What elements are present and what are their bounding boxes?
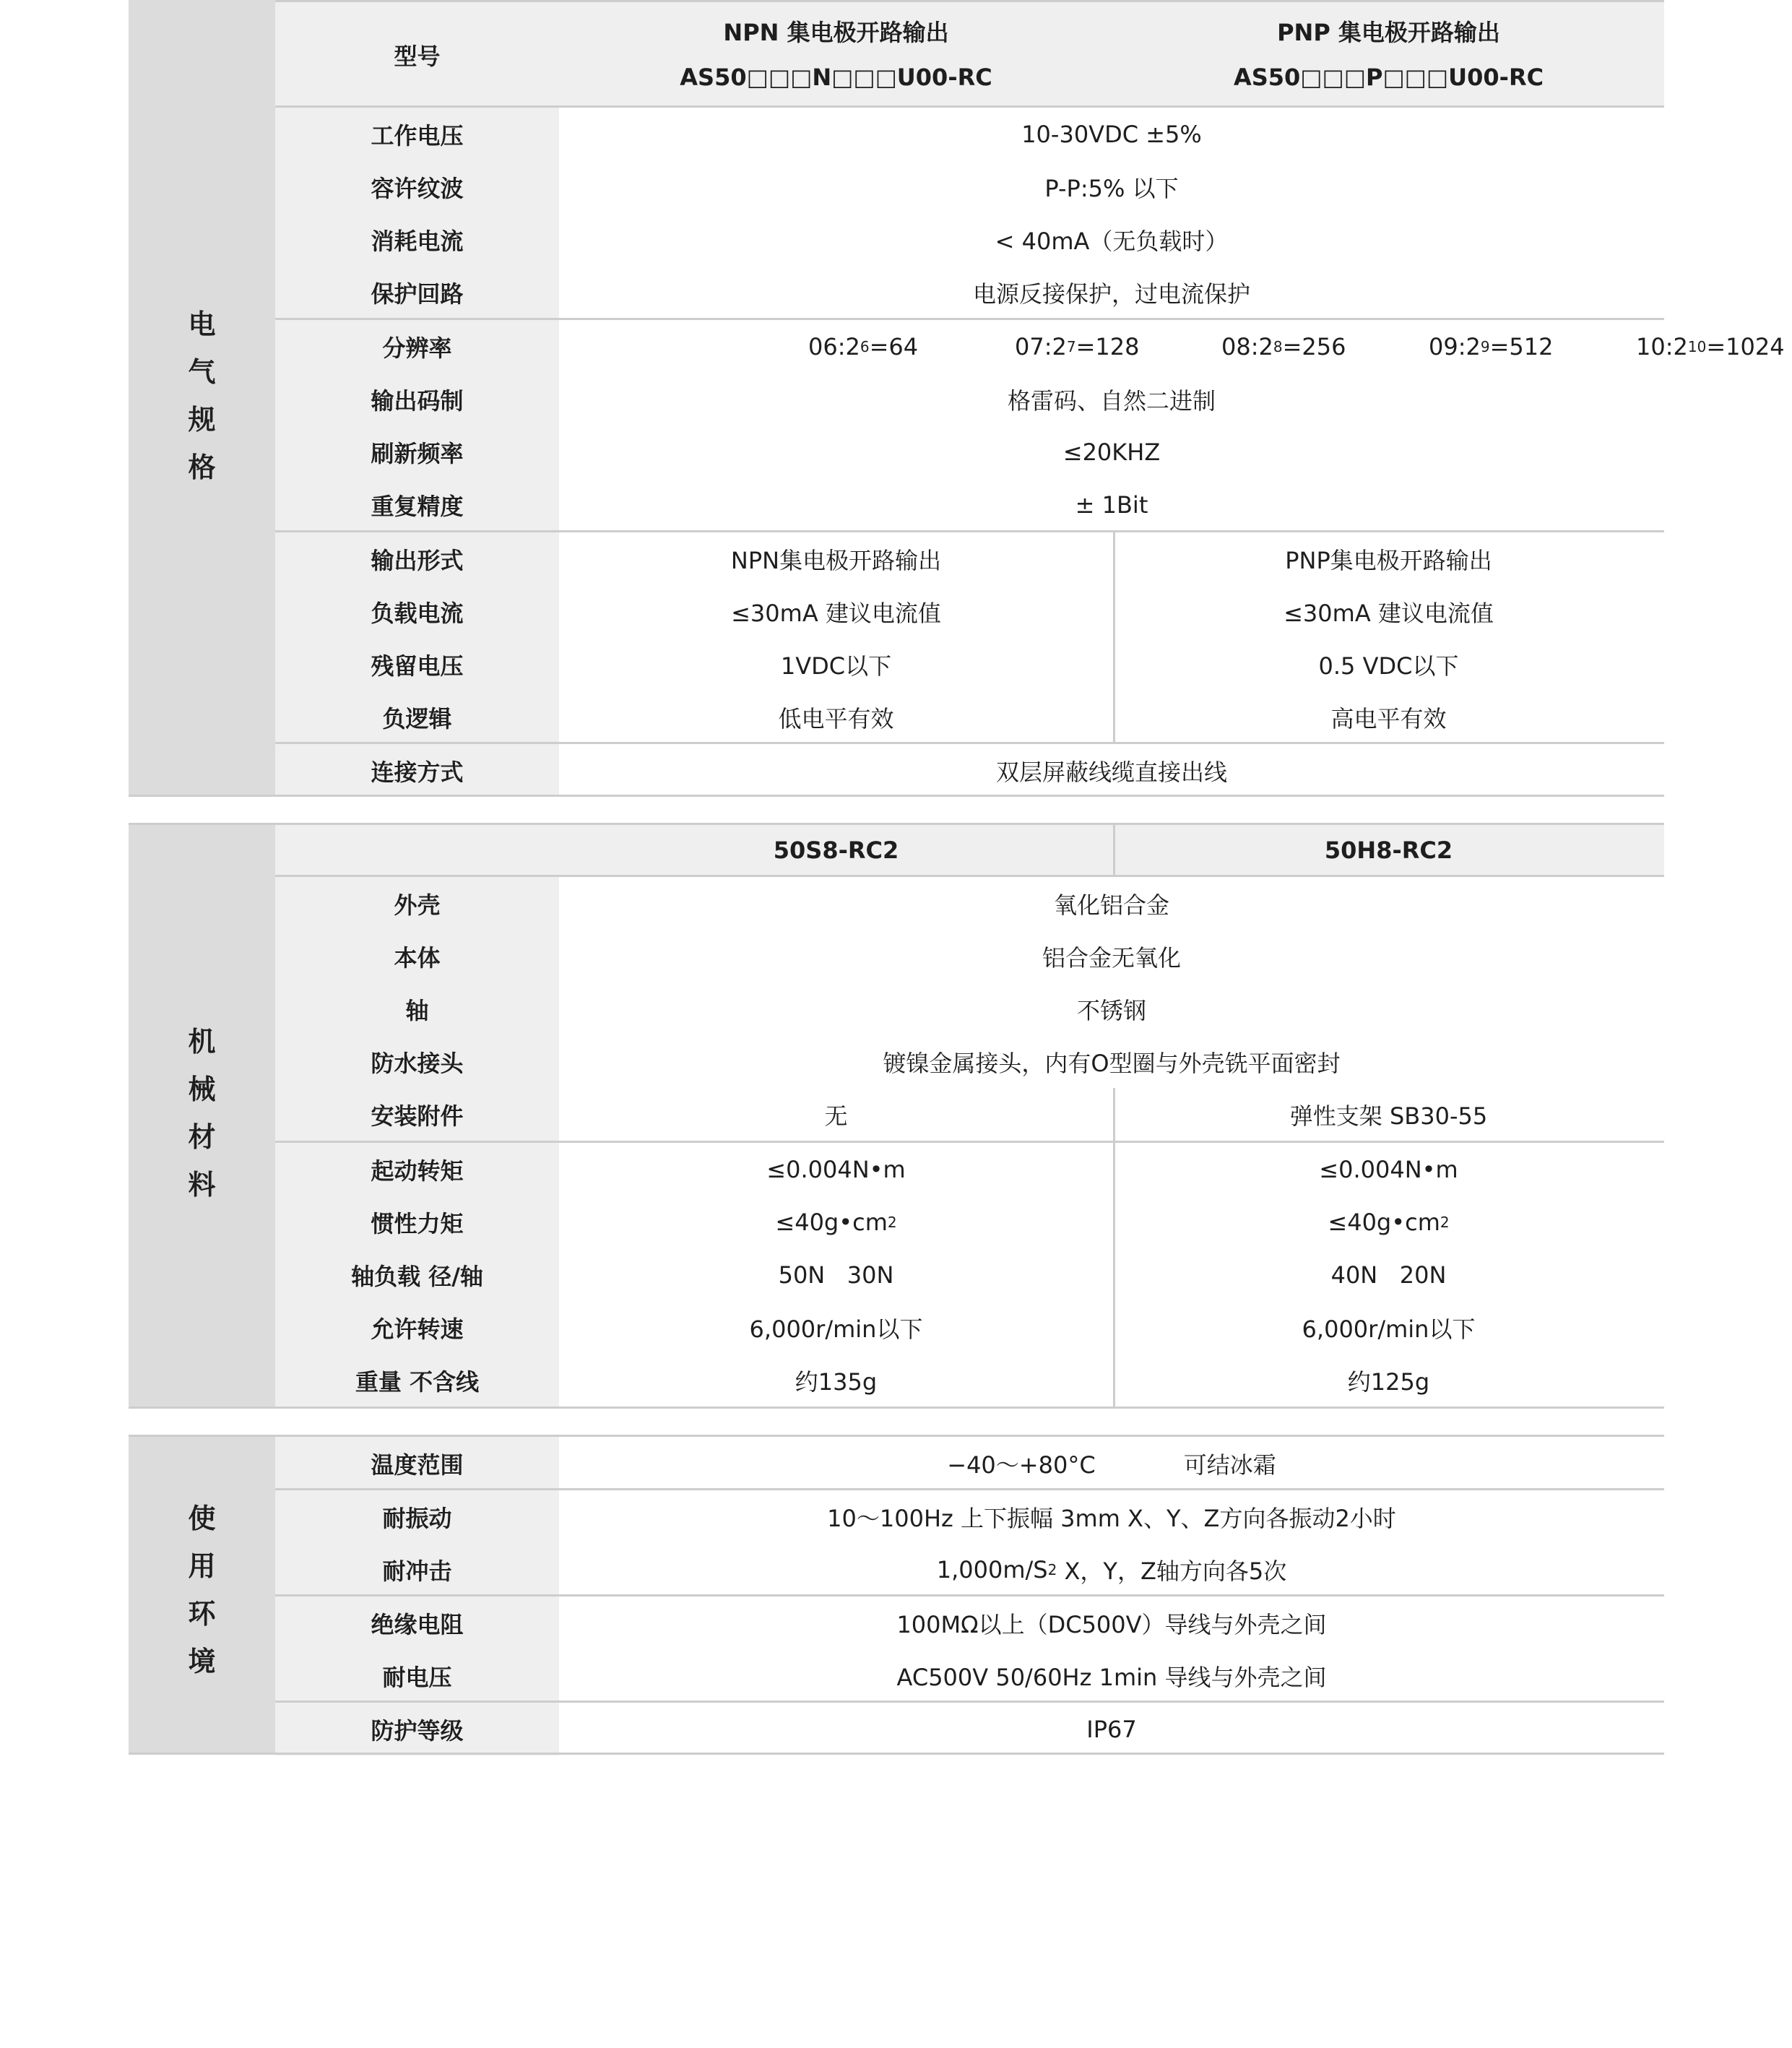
npn-value: ≤30mA 建议电流值 [731,599,941,627]
row-label: 重复精度 [275,478,559,531]
npn-header [559,2,1113,107]
right-value: 40N 20N [1330,1261,1447,1289]
row-label: 保护回路 [275,266,559,319]
model-50h8: 50H8-RC2 [1324,836,1453,864]
table-row [275,532,1664,585]
row-label: 温度范围 [275,1437,559,1490]
table-row [275,1196,1664,1248]
row-label: 耐振动 [275,1490,559,1543]
row-divider [129,795,1664,797]
npn-title: NPN 集电极开路输出 [723,18,949,46]
table-row [275,1597,1664,1649]
row-value: 格雷码、自然二进制 [1007,386,1216,415]
table-row [275,1354,1664,1407]
resolution-item: 07:2 7 =128 [1015,332,1140,360]
table-row [275,930,1664,982]
row-value: AC500V 50/60Hz 1min 导线与外壳之间 [896,1663,1327,1691]
row-label: 消耗电流 [275,213,559,266]
npn-value: 低电平有效 [778,704,894,733]
npn-model: AS50□□□N□□□U00-RC [680,63,992,91]
row-label: 绝缘电阻 [275,1597,559,1649]
left-value: ≤40g•cm 2 [775,1208,897,1236]
right-value: 约125g [1347,1368,1430,1396]
row-label: 轴 [275,982,559,1035]
row-label: 起动转矩 [275,1143,559,1196]
npn-value: 1VDC以下 [780,652,892,680]
row-value: 10-30VDC ±5% [1021,120,1202,148]
row-label: 外壳 [275,877,559,930]
resolution-item: 09:2 9 =512 [1429,332,1554,360]
row-value: IP67 [1086,1715,1137,1743]
row-label: 允许转速 [275,1301,559,1354]
resolution-item: 10:2 10 =1024 [1636,332,1785,360]
right-value: 弹性支架 SB30-55 [1289,1102,1488,1130]
row-value: 1,000m/S 2 X，Y，Z轴方向各5次 [936,1555,1287,1585]
table-row [275,585,1664,638]
row-label: 防护等级 [275,1703,559,1755]
table-row [275,373,1664,425]
table-row [275,638,1664,691]
header-blank [275,824,559,876]
row-label: 耐冲击 [275,1543,559,1596]
left-value: 约135g [795,1368,878,1396]
table-row [275,691,1664,743]
left-value: 6,000r/min以下 [749,1315,923,1343]
electrical-spec-section [129,0,1785,796]
table-row [275,108,1664,160]
table-row [275,1035,1664,1088]
table-row [275,1543,1664,1596]
right-value: ≤0.004N•m [1319,1155,1458,1183]
table-row [275,266,1664,319]
row-label: 本体 [275,930,559,982]
row-value: 10～100Hz 上下振幅 3mm X、Y、Z方向各振动2小时 [827,1504,1396,1532]
model-50s8: 50S8-RC2 [773,836,899,864]
row-value: P-P:5% 以下 [1044,174,1179,202]
table-row [275,982,1664,1035]
model-label: 型号 [394,42,441,70]
pnp-value: 0.5 VDC以下 [1318,652,1459,680]
table-row [275,1143,1664,1196]
table-row [275,213,1664,266]
row-label: 惯性力矩 [275,1196,559,1248]
pnp-value: 高电平有效 [1330,704,1447,733]
row-label: 容许纹波 [275,160,559,213]
right-value: 6,000r/min以下 [1302,1315,1476,1343]
row-label: 工作电压 [275,108,559,160]
table-row [275,478,1664,531]
row-divider [129,1753,1664,1755]
table-row [275,744,1664,797]
pnp-model: AS50□□□P□□□U00-RC [1233,63,1544,91]
environment-spec-section [129,1435,1664,1755]
left-value: 50N 30N [778,1261,894,1289]
row-label: 耐电压 [275,1649,559,1702]
section-title-environment: 使 用 环 境 [188,1503,216,1677]
row-label: 安装附件 [275,1088,559,1141]
left-value: ≤0.004N•m [766,1155,906,1183]
row-label: 输出形式 [275,532,559,585]
row-value: −40～+80°C 可结冰霜 [947,1451,1276,1479]
row-label: 重量 不含线 [275,1354,559,1407]
left-value: 无 [824,1102,848,1130]
table-row [275,1703,1664,1755]
row-value: 不锈钢 [1076,996,1146,1024]
row-label: 残留电压 [275,638,559,691]
row-label: 负载电流 [275,585,559,638]
row-label: 防水接头 [275,1035,559,1088]
mechanical-spec-section [129,823,1664,1409]
section-title-electrical: 电 气 规 格 [188,308,216,483]
table-row [275,877,1664,930]
row-value: 氧化铝合金 [1053,891,1169,919]
table-row [275,1301,1664,1354]
table-row [275,1437,1664,1490]
row-value: 100MΩ以上（DC500V）导线与外壳之间 [896,1610,1327,1638]
pnp-value: PNP集电极开路输出 [1285,546,1492,574]
npn-value: NPN集电极开路输出 [730,546,942,574]
table-row [275,1248,1664,1301]
pnp-title: PNP 集电极开路输出 [1277,18,1500,46]
table-row [275,160,1664,213]
row-value: 电源反接保护，过电流保护 [972,280,1250,308]
row-label: 输出码制 [275,373,559,425]
model-header-row [275,824,1664,876]
row-value: 铝合金无氧化 [1042,943,1181,972]
table-row [275,1490,1664,1543]
row-value: 双层屏蔽线缆直接出线 [995,758,1227,786]
row-label: 负逻辑 [275,691,559,743]
resolution-row [275,320,1785,373]
right-value: ≤40g•cm 2 [1328,1208,1450,1236]
resolution-item: 06:2 6 =64 [808,332,919,360]
pnp-value: ≤30mA 建议电流值 [1284,599,1494,627]
row-value: 镀镍金属接头，内有O型圈与外壳铣平面密封 [883,1049,1341,1077]
table-row [275,1649,1664,1702]
model-header-row [275,2,1664,107]
pnp-header [1113,2,1664,107]
row-value: ± 1Bit [1075,491,1148,519]
row-value: ≤20KHZ [1062,438,1161,466]
row-divider [129,1407,1664,1409]
row-value: < 40mA（无负载时） [995,227,1229,255]
section-title-mechanical: 机 械 材 料 [188,1026,216,1201]
row-label: 连接方式 [275,744,559,797]
row-label: 分辨率 [275,320,559,373]
row-label: 轴负载 径/轴 [275,1248,559,1301]
resolution-item: 08:2 8 =256 [1221,332,1346,360]
table-row [275,425,1664,478]
row-label: 刷新频率 [275,425,559,478]
table-row [275,1088,1664,1141]
